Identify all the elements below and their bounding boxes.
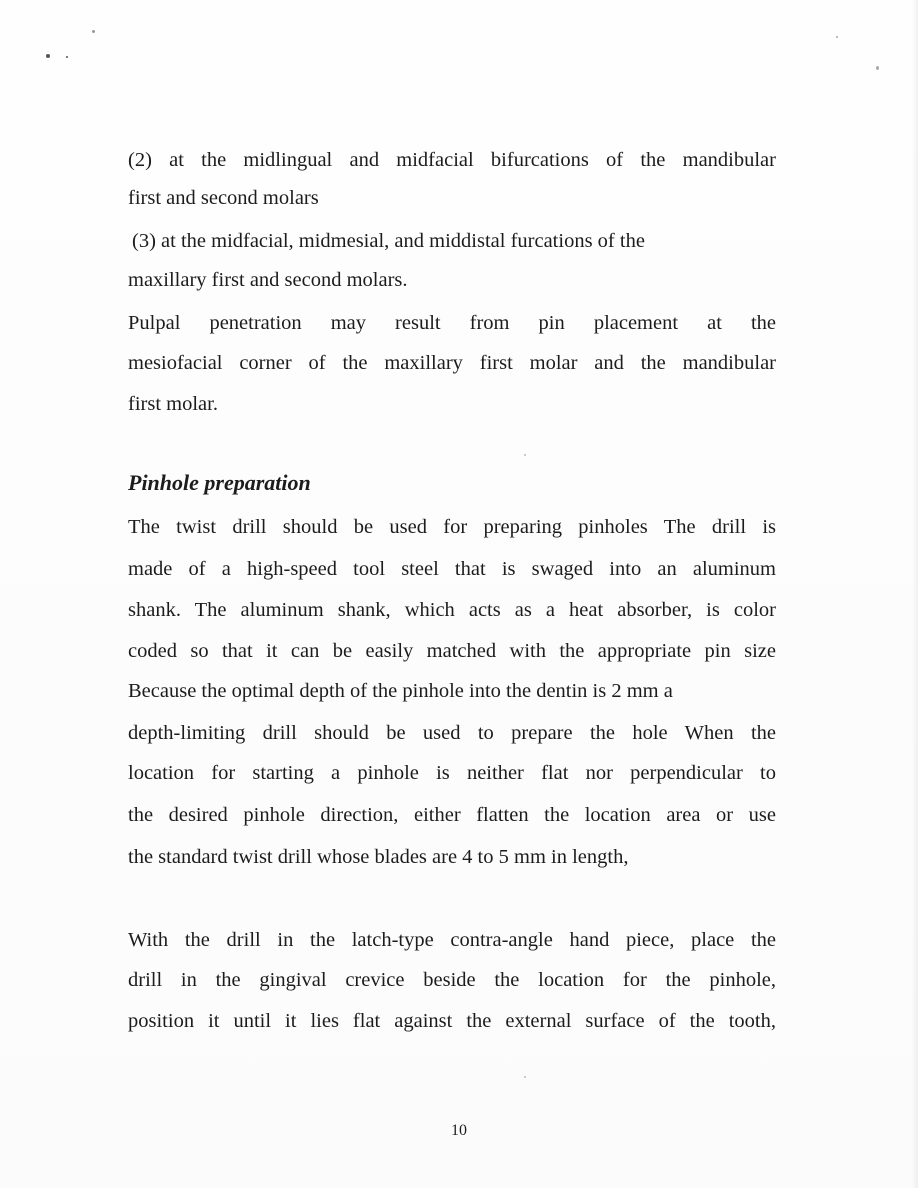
list-item-3-line-1: (3) at the midfacial, midmesial, and middistal furcations of the [132,230,645,252]
page-number: 10 [451,1122,467,1139]
pulpal-paragraph-line-1: Pulpal penetration may result from pin placement at the [128,312,776,334]
scan-speck [46,54,50,58]
scan-speck [524,454,526,456]
section-paragraph-1-line-1: The twist drill should be used for preparing pinholes The drill is [128,516,776,538]
section-paragraph-1-line-3: shank. The aluminum shank, which acts as a heat absorber, is color [128,599,776,621]
pulpal-paragraph-line-2: mesiofacial corner of the maxillary first molar and the mandibular [128,352,776,374]
scan-speck [66,56,68,58]
pulpal-paragraph-line-3: first molar. [128,393,218,415]
scan-speck [876,66,879,70]
section-paragraph-1-line-9: the standard twist drill whose blades are 4 to 5 mm in length, [128,846,629,868]
section-heading: Pinhole preparation [128,470,311,495]
scan-speck [836,36,838,38]
section-paragraph-1-line-4: coded so that it can be easily matched with the appropriate pin size [128,640,776,662]
list-item-2-line-1: (2) at the midlingual and midfacial bifurcations of the mandibular [128,149,776,171]
list-item-2-line-2: first and second molars [128,187,319,209]
scan-speck [524,1076,526,1078]
section-paragraph-2-line-2: drill in the gingival crevice beside the location for the pinhole, [128,969,776,991]
section-paragraph-1-line-5: Because the optimal depth of the pinhole into the dentin is 2 mm a [128,680,673,702]
section-paragraph-1-line-2: made of a high-speed tool steel that is swaged into an aluminum [128,558,776,580]
page-edge-shadow [912,0,918,1188]
list-item-3-line-2: maxillary first and second molars. [128,269,408,291]
scan-speck [92,30,95,33]
section-paragraph-2-line-3: position it until it lies flat against the external surface of the tooth, [128,1010,776,1032]
section-paragraph-1-line-6: depth-limiting drill should be used to prepare the hole When the [128,722,776,744]
section-paragraph-1-line-7: location for starting a pinhole is neither flat nor perpendicular to [128,762,776,784]
section-paragraph-2-line-1: With the drill in the latch-type contra-angle hand piece, place the [128,929,776,951]
section-paragraph-1-line-8: the desired pinhole direction, either flatten the location area or use [128,804,776,826]
